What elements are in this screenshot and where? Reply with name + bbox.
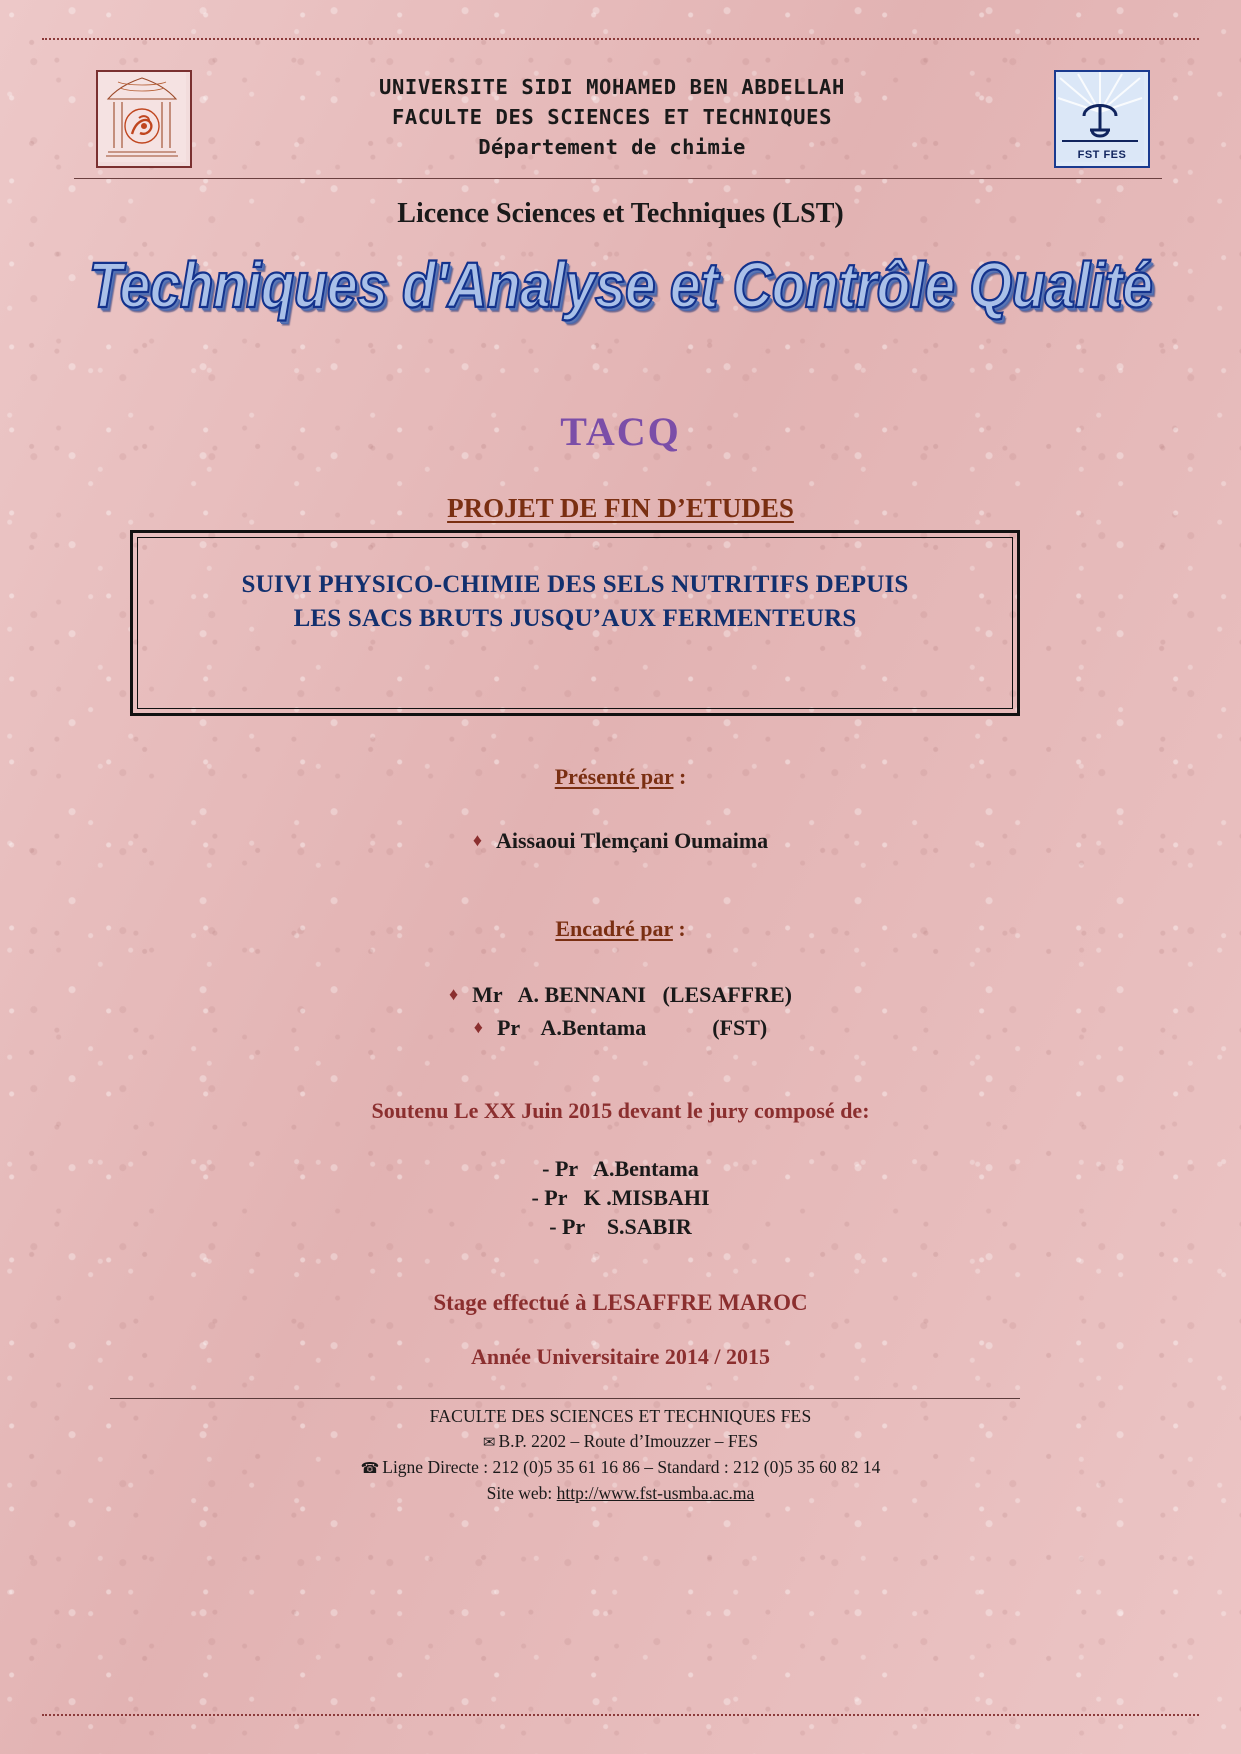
internship-line: Stage effectué à LESAFFRE MAROC [433, 1290, 808, 1315]
jury-member: - Pr K .MISBAHI [531, 1185, 710, 1210]
document-footer [42, 1404, 1199, 1506]
footer-address-row [42, 1429, 1199, 1455]
subject-frame-inner [137, 537, 1013, 709]
footer-website-label: Site web: [486, 1483, 557, 1503]
subject-line-2: LES SACS BRUTS JUSQU’AUX FERMENTEURS [293, 605, 857, 632]
document-header [42, 58, 1199, 166]
footer-website-row [42, 1481, 1199, 1506]
acronym: TACQ [560, 409, 681, 454]
supervised-by-colon: : [672, 916, 686, 941]
footer-website-link[interactable]: http://www.fst-usmba.ac.ma [556, 1483, 755, 1503]
diamond-bullet-icon: ♦ [472, 830, 482, 850]
header-divider [74, 178, 1162, 179]
document-type-text: PROJET DE FIN D’ETUDES [447, 493, 794, 523]
phone-icon: ☎ [360, 1459, 380, 1477]
supervisor-name: Mr A. BENNANI (LESAFFRE) [472, 982, 792, 1007]
jury-member: - Pr S.SABIR [549, 1214, 692, 1239]
university-line-2: FACULTE DES SCIENCES ET TECHNIQUES [391, 105, 833, 129]
diploma-line: Licence Sciences et Techniques (LST) [397, 198, 844, 229]
list-item [42, 824, 1199, 857]
mail-icon: ✉ [482, 1433, 496, 1451]
supervisor-name: Pr A.Bentama (FST) [496, 1015, 768, 1040]
diamond-bullet-icon: ♦ [473, 1017, 483, 1037]
supervisor-list [42, 978, 1199, 1044]
presented-by-text: Présenté par [554, 764, 674, 789]
fst-fes-logo-caption: FST FES [1077, 149, 1127, 161]
university-line-1: UNIVERSITE SIDI MOHAMED BEN ABDELLAH [379, 75, 845, 99]
document-body [42, 38, 1199, 1716]
list-item [42, 1011, 1199, 1044]
diamond-bullet-icon: ♦ [448, 984, 459, 1004]
footer-phone-row [42, 1455, 1199, 1481]
footer-divider [110, 1398, 1020, 1399]
subject-frame [130, 530, 1020, 716]
footer-address: B.P. 2202 – Route d’Imouzzer – FES [498, 1431, 759, 1451]
fst-fes-logo [1054, 70, 1150, 168]
university-name-block [242, 72, 982, 162]
student-name: Aissaoui Tlemçani Oumaima [496, 828, 769, 853]
footer-institution: FACULTE DES SCIENCES ET TECHNIQUES FES [429, 1406, 812, 1426]
academic-year: Année Universitaire 2014 / 2015 [470, 1344, 770, 1369]
university-crest-logo [96, 70, 192, 168]
wordart-title: Techniques d'Analyse et Contrôle Qualité [88, 249, 1153, 322]
presented-by-label [42, 764, 1199, 790]
university-line-3: Département de chimie [478, 135, 746, 159]
presented-by-colon: : [673, 764, 687, 789]
supervised-by-label [42, 916, 1199, 942]
jury-list [42, 1154, 1199, 1241]
jury-member: - Pr A.Bentama [542, 1156, 699, 1181]
footer-phone: Ligne Directe : 212 (0)5 35 61 16 86 – Standard : 212 (0)5 35 60 82 14 [382, 1457, 881, 1477]
subject-line-1: SUIVI PHYSICO-CHIMIE DES SELS NUTRITIFS DEPUIS [241, 571, 909, 598]
list-item [42, 978, 1199, 1011]
defense-line: Soutenu Le XX Juin 2015 devant le jury composé de: [371, 1098, 870, 1123]
supervised-by-text: Encadré par [555, 916, 673, 941]
presented-by-list [42, 824, 1199, 857]
document-type [42, 493, 1199, 524]
